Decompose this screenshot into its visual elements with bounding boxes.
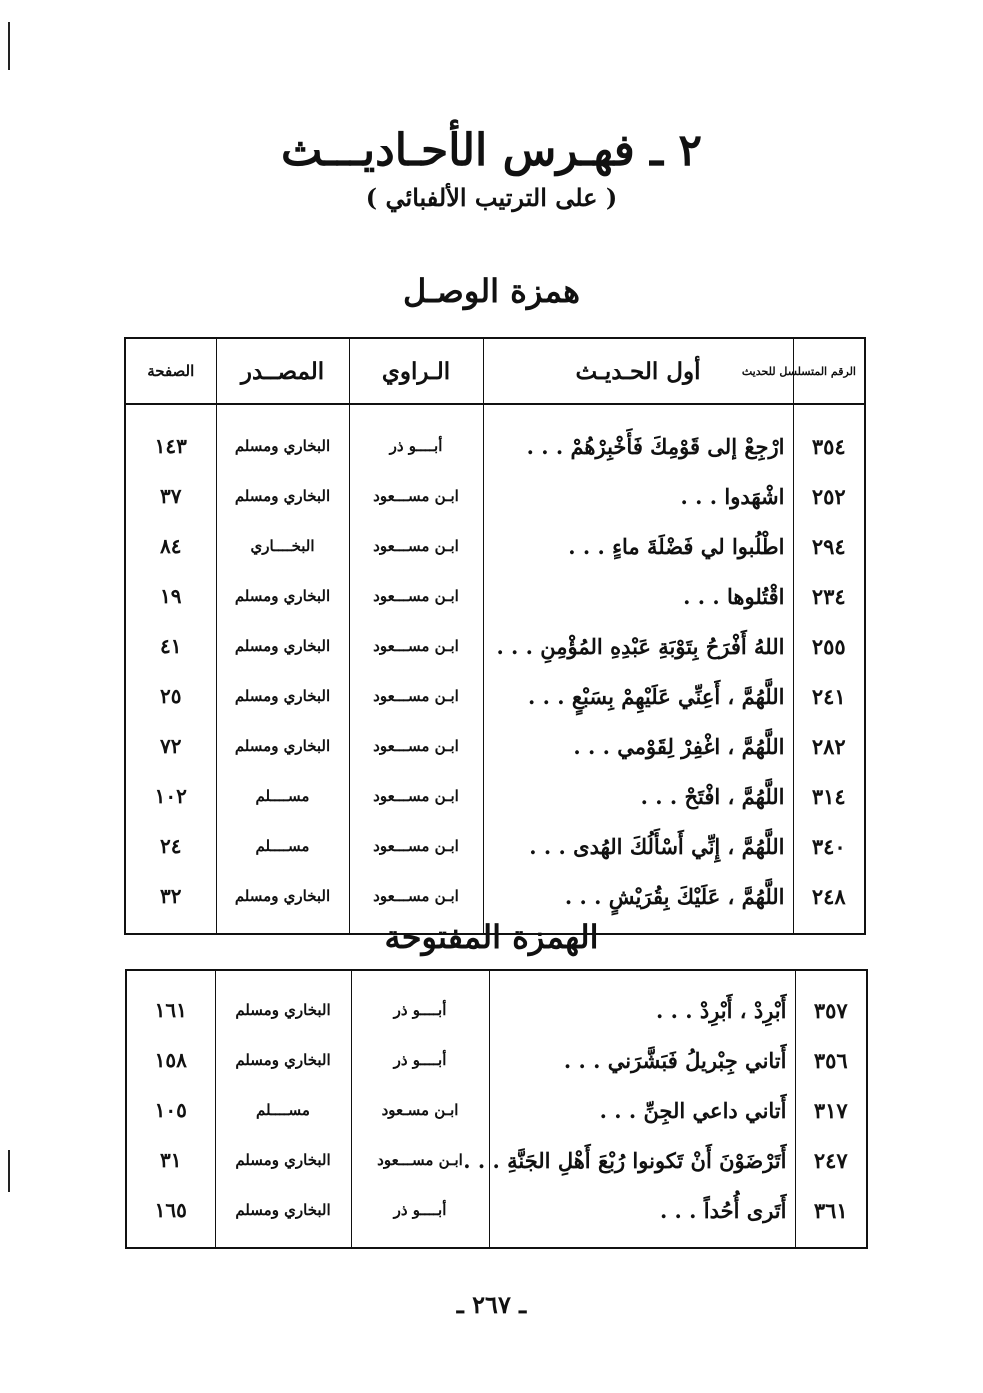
page-number: ـ ٢٦٧ ـ (456, 1290, 527, 1319)
hadith-page: ٨٤ (125, 521, 216, 571)
hadith-number: ٣٥٦ (795, 1035, 867, 1085)
hadith-first-words: اقْتُلوها . . . (483, 571, 793, 621)
page-subtitle: ( على الترتيب الألفبائي ) (365, 183, 618, 212)
hadith-source: البخاري ومسلم (215, 1135, 351, 1185)
hadith-number: ٢٥٢ (793, 471, 865, 521)
hadith-page: ١٥٨ (126, 1035, 215, 1085)
table-row (125, 521, 865, 571)
hadith-first-words: أَتَرْضَوْنَ أَنْ تَكونوا رُبْعَ أَهْلِ الجَنَّةِ . . . (489, 1135, 795, 1185)
scan-edge-mark (8, 22, 10, 70)
hadith-source: البخاري ومسلم (216, 621, 349, 671)
hadith-number: ٣٦١ (795, 1185, 867, 1248)
header-first-words: أول الحـديـث (483, 338, 793, 404)
hadith-narrator: ابـن مســـعود (349, 821, 483, 871)
hadith-first-words: اللهُ أَفْرَحُ بِتَوْبَةِ عَبْدِهِ المُؤْمِنِ . . . (483, 621, 793, 671)
hadith-page: ٣٢ (125, 871, 216, 934)
hadith-source: البخاري ومسلم (216, 871, 349, 934)
section-heading-hamza-maftuha: الهمزة المفتوحة (384, 918, 599, 956)
hadith-first-words: أَتَرى أُحُداً . . . (489, 1185, 795, 1248)
hadith-number: ٢٥٥ (793, 621, 865, 671)
hadith-number: ٣٤٠ (793, 821, 865, 871)
hadith-first-words: اللَّهُمَّ ، عَلَيْكَ بِقُرَيْشٍ . . . (483, 871, 793, 934)
hadith-narrator: أبــــو ذر (351, 1185, 489, 1248)
hadith-page: ٢٥ (125, 671, 216, 721)
hadith-narrator: أبــــو ذر (351, 970, 489, 1035)
hadith-first-words: اللَّهُمَّ ، اغْفِرْ لِقَوْمي . . . (483, 721, 793, 771)
hadith-first-words: أَبْرِدْ ، أَبْرِدْ . . . (489, 970, 795, 1035)
hadith-narrator: ابـن مسـعود (351, 1085, 489, 1135)
table-row (126, 1185, 867, 1248)
hadith-first-words: اطْلُبوا لي فَضْلَةَ ماءٍ . . . (483, 521, 793, 571)
hadith-page: ٢٤ (125, 821, 216, 871)
hadith-page: ١٠٥ (126, 1085, 215, 1135)
hadith-first-words: أَتاني جِبْريلُ فَبَشَّرَني . . . (489, 1035, 795, 1085)
hadith-source: البخاري ومسلم (216, 671, 349, 721)
hadith-index-table-maftuha (125, 969, 868, 1249)
hadith-number: ٢٤٨ (793, 871, 865, 934)
hadith-narrator: ابـن مســـعود (349, 471, 483, 521)
hadith-source: مســــلم (216, 771, 349, 821)
page-title: ٢ ـ فهـرس الأحـاديـــث (281, 125, 702, 176)
hadith-page: ١٠٢ (125, 771, 216, 821)
table-row (126, 970, 867, 1035)
hadith-number: ٢٩٤ (793, 521, 865, 571)
hadith-first-words: اللَّهُمَّ ، أَعِنِّي عَلَيْهِمْ بِسَبْعٍ . . . (483, 671, 793, 721)
hadith-first-words: اشْهَدوا . . . (483, 471, 793, 521)
hadith-narrator: ابـن مســـعود (351, 1135, 489, 1185)
hadith-source: البخــــاري (216, 521, 349, 571)
hadith-source: البخاري ومسلم (216, 471, 349, 521)
table-header-row (125, 338, 865, 404)
hadith-narrator: ابـن مســـعود (349, 771, 483, 821)
hadith-page: ٤١ (125, 621, 216, 671)
hadith-source: البخاري ومسلم (216, 721, 349, 771)
hadith-number: ٢٨٢ (793, 721, 865, 771)
hadith-narrator: ابـن مســـعود (349, 571, 483, 621)
hadith-page: ٣١ (126, 1135, 215, 1185)
hadith-source: مســــلم (216, 821, 349, 871)
header-number: الرقم المتسلسل للحديث (793, 338, 865, 404)
hadith-index-table-wasl (124, 337, 866, 935)
table-row (126, 1035, 867, 1085)
section-heading-hamzat-al-wasl: همزة الوصـل (403, 272, 580, 310)
table-row (126, 1135, 867, 1185)
table-row (125, 404, 865, 471)
table-row (125, 621, 865, 671)
table-row (125, 671, 865, 721)
hadith-source: البخاري ومسلم (215, 1035, 351, 1085)
hadith-page: ١٦٥ (126, 1185, 215, 1248)
hadith-page: ١٤٣ (125, 404, 216, 471)
hadith-number: ٣٥٧ (795, 970, 867, 1035)
hadith-number: ٣١٤ (793, 771, 865, 821)
hadith-narrator: ابـن مســـعود (349, 621, 483, 671)
hadith-source: البخاري ومسلم (216, 571, 349, 621)
header-source: المصــدر (216, 338, 349, 404)
hadith-number: ٢٣٤ (793, 571, 865, 621)
hadith-narrator: ابـن مســـعود (349, 871, 483, 934)
table-row (125, 771, 865, 821)
hadith-first-words: ارْجِعْ إلى قَوْمِكَ فَأَخْبِرْهُمْ . . . (483, 404, 793, 471)
hadith-source: البخاري ومسلم (216, 404, 349, 471)
hadith-narrator: أبــــو ذر (349, 404, 483, 471)
hadith-number: ٣١٧ (795, 1085, 867, 1135)
hadith-page: ١٦١ (126, 970, 215, 1035)
hadith-narrator: ابـن مســـعود (349, 721, 483, 771)
hadith-source: البخاري ومسلم (215, 970, 351, 1035)
hadith-first-words: أَتاني داعي الجِنِّ . . . (489, 1085, 795, 1135)
hadith-page: ١٩ (125, 571, 216, 621)
hadith-narrator: ابـن مســـعود (349, 671, 483, 721)
hadith-narrator: ابـن مســـعود (349, 521, 483, 571)
table-row (125, 821, 865, 871)
hadith-number: ٢٤١ (793, 671, 865, 721)
hadith-number: ٢٤٧ (795, 1135, 867, 1185)
hadith-source: البخاري ومسلم (215, 1185, 351, 1248)
header-page: الصفحة (125, 338, 216, 404)
table-row (125, 571, 865, 621)
hadith-source: مســــلم (215, 1085, 351, 1135)
table-row (125, 721, 865, 771)
table-row (125, 471, 865, 521)
hadith-page: ٣٧ (125, 471, 216, 521)
table-row (126, 1085, 867, 1135)
hadith-number: ٣٥٤ (793, 404, 865, 471)
hadith-narrator: أبــــو ذر (351, 1035, 489, 1085)
header-narrator: الـراوي (349, 338, 483, 404)
hadith-first-words: اللَّهُمَّ ، افْتَحْ . . . (483, 771, 793, 821)
scan-edge-mark (8, 1150, 10, 1192)
hadith-first-words: اللَّهُمَّ ، إِنِّي أَسْأَلُكَ الهُدى . . . (483, 821, 793, 871)
hadith-page: ٧٢ (125, 721, 216, 771)
